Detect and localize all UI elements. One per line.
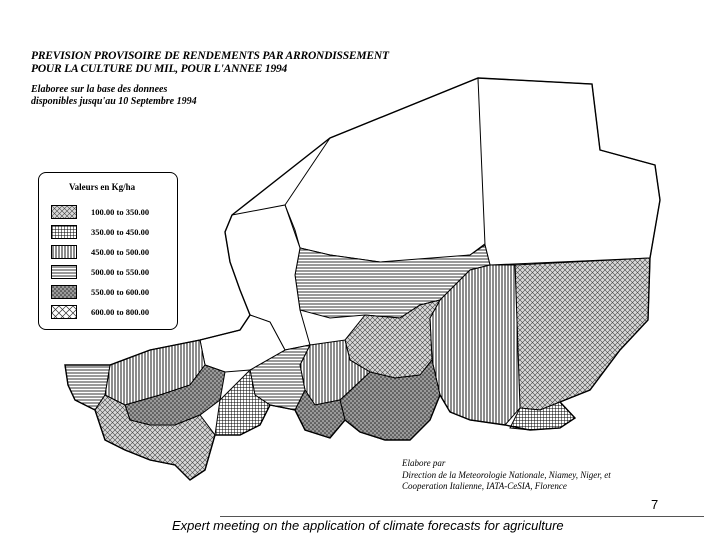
legend	[38, 172, 178, 330]
legend-title: Valeurs en Kg/ha	[69, 182, 136, 192]
legend-item	[51, 225, 176, 241]
legend-swatch	[51, 205, 77, 219]
region-east-sahel	[515, 258, 650, 410]
map-subtitle-line-1: Elaboree sur la base des donnees	[31, 84, 168, 95]
legend-item	[51, 245, 176, 261]
page-number: 7	[651, 497, 659, 512]
legend-item	[51, 205, 176, 221]
legend-swatch	[51, 245, 77, 259]
footer-caption: Expert meeting on the application of climate forecasts for agriculture	[172, 518, 564, 533]
credit-line-2: Direction de la Meteorologie Nationale, Niamey, Niger, et	[402, 469, 611, 480]
map-title-line-2: POUR LA CULTURE DU MIL, POUR L'ANNEE 1994	[31, 63, 288, 75]
legend-swatch	[51, 265, 77, 279]
legend-swatch	[51, 225, 77, 239]
region-north-east	[478, 78, 660, 265]
map-subtitle-line-2: disponibles jusqu'au 10 Septembre 1994	[31, 96, 197, 107]
credit-note	[402, 458, 712, 493]
legend-label: 500.00 to 550.00	[91, 267, 150, 277]
legend-label: 450.00 to 500.00	[91, 247, 150, 257]
legend-item	[51, 285, 176, 301]
legend-label: 550.00 to 600.00	[91, 287, 150, 297]
footer-divider	[220, 516, 704, 517]
legend-item	[51, 265, 176, 281]
legend-item	[51, 305, 176, 321]
credit-line-1: Elabore par	[402, 458, 446, 468]
legend-label: 600.00 to 800.00	[91, 307, 150, 317]
map-title-line-1: PREVISION PROVISOIRE DE RENDEMENTS PAR ARRONDISSEMENT	[31, 50, 389, 62]
credit-line-3: Cooperation Italienne, IATA-CeSIA, Florence	[402, 481, 567, 491]
legend-swatch	[51, 285, 77, 299]
legend-label: 100.00 to 350.00	[91, 207, 150, 217]
legend-swatch	[51, 305, 77, 319]
region-north-west	[285, 78, 490, 262]
legend-label: 350.00 to 450.00	[91, 227, 150, 237]
